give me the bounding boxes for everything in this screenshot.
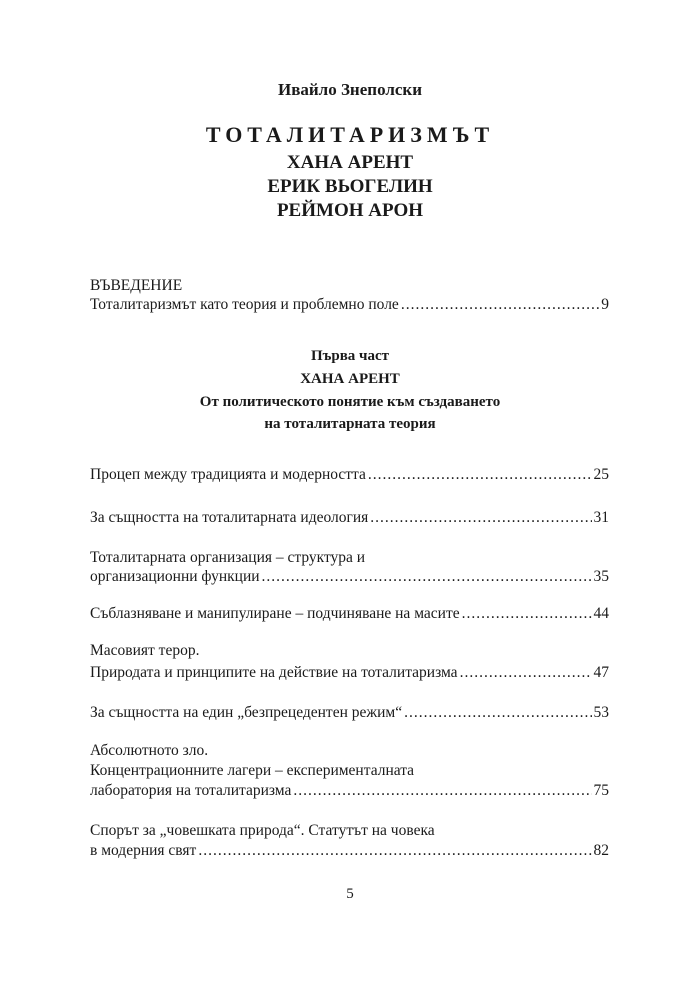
toc-entry [90, 842, 609, 860]
toc-entry [90, 568, 609, 586]
toc-entry-title: Процеп между традицията и модерността [90, 466, 366, 483]
dot-leader [262, 568, 592, 586]
toc-entry-title: За същността на един „безпрецедентен режим“ [90, 704, 403, 721]
toc-entry-title: Тоталитаризмът като теория и проблемно поле [90, 296, 399, 313]
toc-entry-title: организационни функции [90, 568, 260, 585]
subtitle-voegelin: ЕРИК ВЬОГЕЛИН [267, 176, 433, 197]
toc-entry-title: Съблазняване и манипулиране – подчиняване на масите [90, 605, 460, 622]
toc-entry-title-line: Тоталитарната организация – структура и [90, 549, 366, 566]
toc-entry [90, 704, 609, 722]
toc-entry [90, 782, 609, 800]
dot-leader [401, 296, 599, 314]
toc-entry-title: За същността на тоталитарната идеология [90, 509, 369, 526]
toc-entry-page: 31 [593, 509, 609, 526]
toc-entry-title-line: Масовият терор. [90, 642, 200, 659]
toc-entry-title-line: Спорът за „човешката природа“. Статутът на човека [90, 822, 435, 839]
toc-entry-page: 75 [593, 782, 609, 799]
subtitle-aron: РЕЙМОН АРОН [276, 200, 424, 221]
subtitle-arendt: ХАНА АРЕНТ [286, 152, 414, 173]
dot-leader [404, 704, 591, 722]
part-subtitle-line-2: на тоталитарната теория [264, 416, 436, 432]
dot-leader [293, 782, 591, 800]
toc-entry [90, 605, 609, 623]
page-number: 5 [346, 886, 354, 902]
toc-entry-page: 82 [593, 842, 609, 859]
toc-entry-page: 47 [593, 664, 609, 681]
toc-entry [90, 664, 609, 682]
book-title: ТОТАЛИТАРИЗМЪТ [205, 122, 495, 147]
dot-leader [368, 466, 592, 484]
toc-entry-title-line: Концентрационните лагери – експерименталната [90, 762, 415, 779]
toc-entry-title: в модерния свят [90, 842, 197, 859]
part-label: Първа част [310, 348, 390, 364]
toc-entry-page: 9 [601, 296, 609, 313]
part-name: ХАНА АРЕНТ [300, 371, 400, 387]
toc-entry-page: 25 [593, 466, 609, 483]
dot-leader [462, 605, 592, 623]
dot-leader [460, 664, 592, 682]
part-subtitle-line-1: От политическото понятие към създаването [199, 394, 501, 410]
toc-entry [90, 466, 609, 484]
toc-entry [90, 509, 609, 527]
dot-leader [370, 509, 591, 527]
toc-entry-title: лаборатория на тоталитаризма [90, 782, 292, 799]
dot-leader [198, 842, 591, 860]
toc-entry-page: 44 [593, 605, 609, 622]
toc-entry-title-line: Абсолютното зло. [90, 742, 209, 759]
toc-entry-page: 35 [593, 568, 609, 585]
author-name: Ивайло Знеполски [277, 80, 423, 99]
toc-entry-page: 53 [593, 704, 609, 721]
introduction-heading: ВЪВЕДЕНИЕ [90, 277, 183, 294]
toc-entry-introduction [90, 296, 609, 314]
toc-entry-title: Природата и принципите на действие на тоталитаризма [90, 664, 458, 681]
